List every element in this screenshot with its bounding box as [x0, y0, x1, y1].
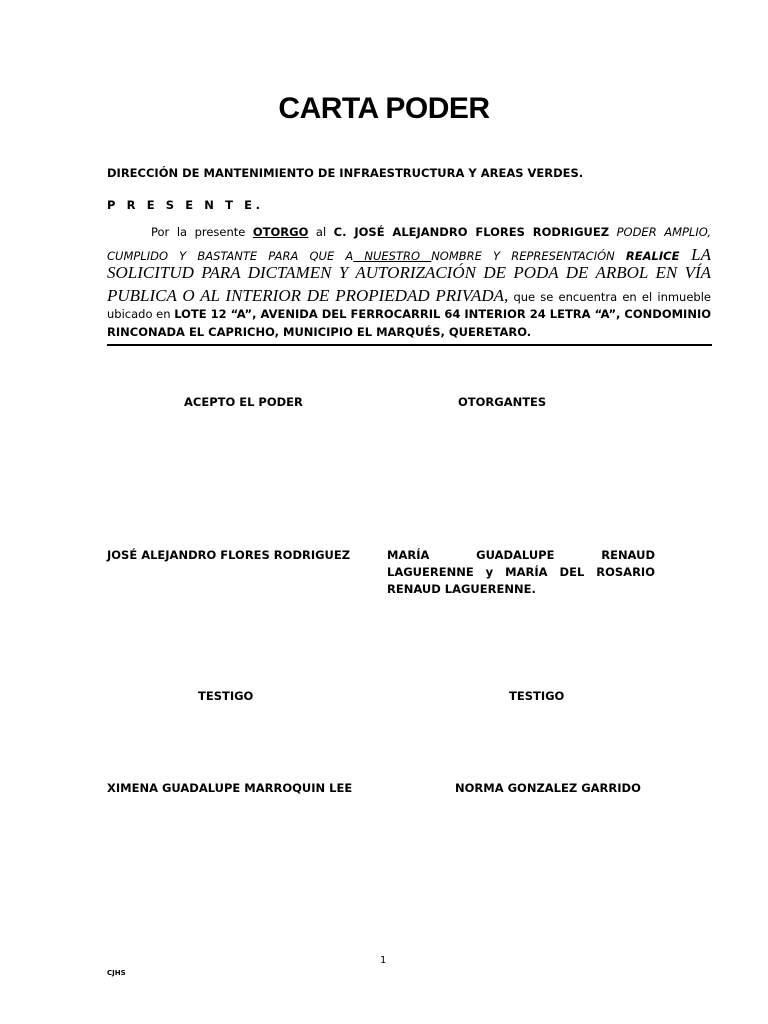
document-title: CARTA PODER — [278, 92, 490, 125]
realice-word: REALICE — [625, 249, 680, 263]
addressee: DIRECCIÓN DE MANTENIMIENTO DE INFRAESTRUCTURA Y AREAS VERDES. — [107, 166, 584, 180]
text-run: NOMBRE Y REPRESENTACIÓN — [431, 249, 626, 263]
text-run: al — [308, 225, 334, 239]
testigo-label-2: TESTIGO — [509, 689, 565, 703]
body-line-2 — [107, 246, 711, 264]
body-paragraph — [107, 227, 711, 343]
otorgantes-line-3: RENAUD LAGUERENNE. — [387, 582, 536, 596]
text-run: CUMPLIDO Y BASTANTE PARA QUE A — [107, 249, 354, 263]
testigo-name-2: NORMA GONZALEZ GARRIDO — [455, 781, 641, 795]
testigo-name-1: XIMENA GUADALUPE MARROQUIN LEE — [107, 781, 353, 795]
otorgantes-label: OTORGANTES — [458, 395, 547, 409]
acepto-signatory-name: JOSÉ ALEJANDRO FLORES RODRIGUEZ — [107, 548, 351, 562]
otorgantes-names — [387, 547, 655, 598]
acepto-label: ACEPTO EL PODER — [184, 395, 303, 409]
body-line-4 — [107, 287, 711, 309]
nuestro-word: NUESTRO — [353, 249, 432, 263]
otorgo-word: OTORGO — [252, 225, 309, 239]
text-run: que se encuentra en el inmueble — [508, 290, 711, 304]
attorney-name: C. JOSÉ ALEJANDRO FLORES RODRIGUEZ — [333, 225, 610, 239]
otorgantes-line-1: MARÍA GUADALUPE RENAUD — [387, 548, 655, 562]
presente-line: P R E S E N T E. — [107, 198, 264, 212]
footer-initials: CJHS — [107, 969, 126, 977]
text-run: PUBLICA O AL INTERIOR DE PROPIEDAD PRIVADA, — [107, 286, 509, 305]
property-address: LOTE 12 “A”, AVENIDA DEL FERROCARRIL 64 INTERIOR 24 LETRA “A”, CONDOMINIO — [174, 307, 712, 321]
text-run: ubicado en — [107, 307, 175, 321]
testigo-label-1: TESTIGO — [198, 689, 254, 703]
body-line-3: SOLICITUD PARA DICTAMEN Y AUTORIZACIÓN DE PODA DE ARBOL EN VÍA — [107, 263, 711, 282]
body-line-1 — [107, 227, 711, 246]
text-run: LA — [679, 245, 711, 264]
text-run: Por la presente — [151, 225, 253, 239]
horizontal-rule — [107, 344, 712, 346]
body-line-6: RINCONADA EL CAPRICHO, MUNICIPIO EL MARQUÉS, QUERETARO. — [107, 325, 532, 339]
page-number: 1 — [380, 955, 387, 966]
text-run: PODER AMPLIO, — [609, 225, 711, 239]
otorgantes-line-2: LAGUERENNE y MARÍA DEL ROSARIO — [387, 565, 655, 579]
